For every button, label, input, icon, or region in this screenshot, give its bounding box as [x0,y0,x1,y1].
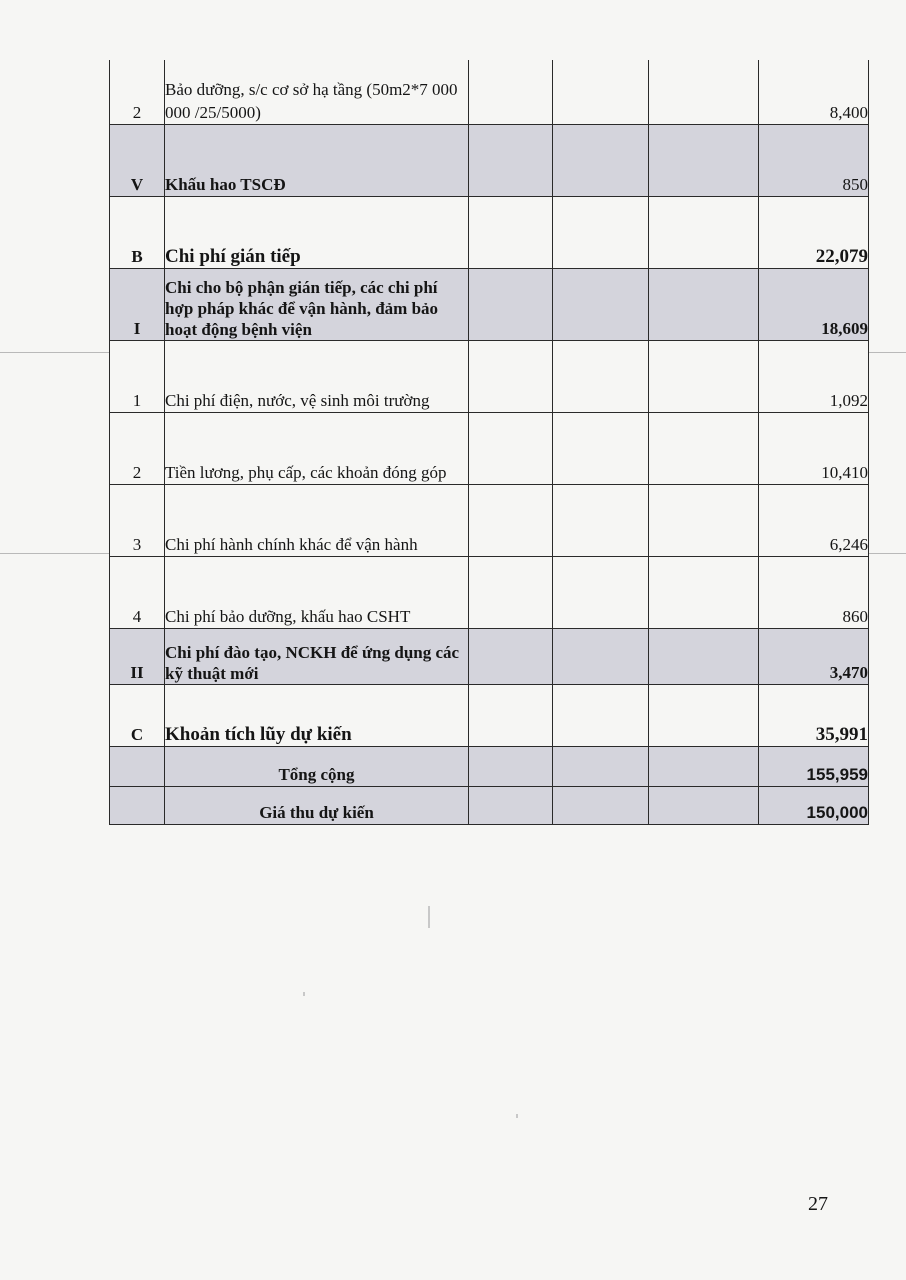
row-index: V [110,124,165,196]
total-value: 155,959 [759,746,869,786]
row-index: 4 [110,556,165,628]
empty-cell [469,684,553,746]
empty-cell [649,60,759,124]
empty-cell [469,268,553,340]
row-description: Tiền lương, phụ cấp, các khoản đóng góp [165,412,469,484]
empty-cell [553,340,649,412]
row-value: 6,246 [759,484,869,556]
empty-cell [649,340,759,412]
empty-cell [469,60,553,124]
empty-cell [649,684,759,746]
empty-cell [649,196,759,268]
row-value: 1,092 [759,340,869,412]
row-index: II [110,628,165,684]
scan-speck [516,1114,518,1118]
row-value: 35,991 [759,684,869,746]
row-value: 18,609 [759,268,869,340]
empty-cell [110,746,165,786]
row-description: Chi phí hành chính khác để vận hành [165,484,469,556]
table-row [110,684,869,746]
row-index: 2 [110,412,165,484]
row-value: 8,400 [759,60,869,124]
empty-cell [649,268,759,340]
row-index: 1 [110,340,165,412]
empty-cell [649,786,759,824]
expected-revenue-label: Giá thu dự kiến [165,786,469,824]
row-description: Bảo dưỡng, s/c cơ sở hạ tầng (50m2*7 000 000 /25/5000) [165,60,469,124]
empty-cell [649,124,759,196]
empty-cell [469,628,553,684]
empty-cell [553,786,649,824]
empty-cell [553,124,649,196]
table-row [110,412,869,484]
row-value: 22,079 [759,196,869,268]
row-description: Chi phí đào tạo, NCKH để ứng dụng các kỹ thuật mới [165,628,469,684]
row-index: C [110,684,165,746]
empty-cell [553,556,649,628]
empty-cell [649,556,759,628]
table-row [110,124,869,196]
row-description: Chi phí gián tiếp [165,196,469,268]
empty-cell [553,412,649,484]
empty-cell [469,484,553,556]
empty-cell [649,484,759,556]
empty-cell [469,786,553,824]
empty-cell [469,556,553,628]
row-index: 3 [110,484,165,556]
row-description: Chi phí điện, nước, vệ sinh môi trường [165,340,469,412]
scan-artifact-line [0,352,109,353]
row-value: 10,410 [759,412,869,484]
empty-cell [649,412,759,484]
row-value: 850 [759,124,869,196]
row-index: I [110,268,165,340]
empty-cell [553,484,649,556]
empty-cell [553,746,649,786]
row-description: Khấu hao TSCĐ [165,124,469,196]
table-row [110,556,869,628]
total-label: Tổng cộng [165,746,469,786]
row-description: Chi cho bộ phận gián tiếp, các chi phí hợp pháp khác để vận hành, đảm bảo hoạt động bệnh viện [165,268,469,340]
empty-cell [469,124,553,196]
table-row [110,484,869,556]
row-value: 3,470 [759,628,869,684]
empty-cell [553,628,649,684]
table-row [110,268,869,340]
row-description: Khoản tích lũy dự kiến [165,684,469,746]
table-row [110,340,869,412]
empty-cell [649,746,759,786]
empty-cell [553,60,649,124]
empty-cell [649,628,759,684]
scan-speck [303,992,305,996]
empty-cell [553,268,649,340]
scan-speck [428,906,430,928]
empty-cell [469,412,553,484]
scan-artifact-line [0,553,109,554]
empty-cell [469,196,553,268]
cost-table [109,60,869,825]
table-row [110,628,869,684]
row-description: Chi phí bảo dưỡng, khấu hao CSHT [165,556,469,628]
empty-cell [469,340,553,412]
empty-cell [553,684,649,746]
row-index: B [110,196,165,268]
expected-revenue-row [110,786,869,824]
row-value: 860 [759,556,869,628]
total-row [110,746,869,786]
scan-artifact-line [868,352,906,353]
empty-cell [553,196,649,268]
scan-artifact-line [868,553,906,554]
table-row [110,60,869,124]
empty-cell [469,746,553,786]
empty-cell [110,786,165,824]
expected-revenue-value: 150,000 [759,786,869,824]
row-index: 2 [110,60,165,124]
page-number: 27 [808,1193,828,1215]
table-row [110,196,869,268]
